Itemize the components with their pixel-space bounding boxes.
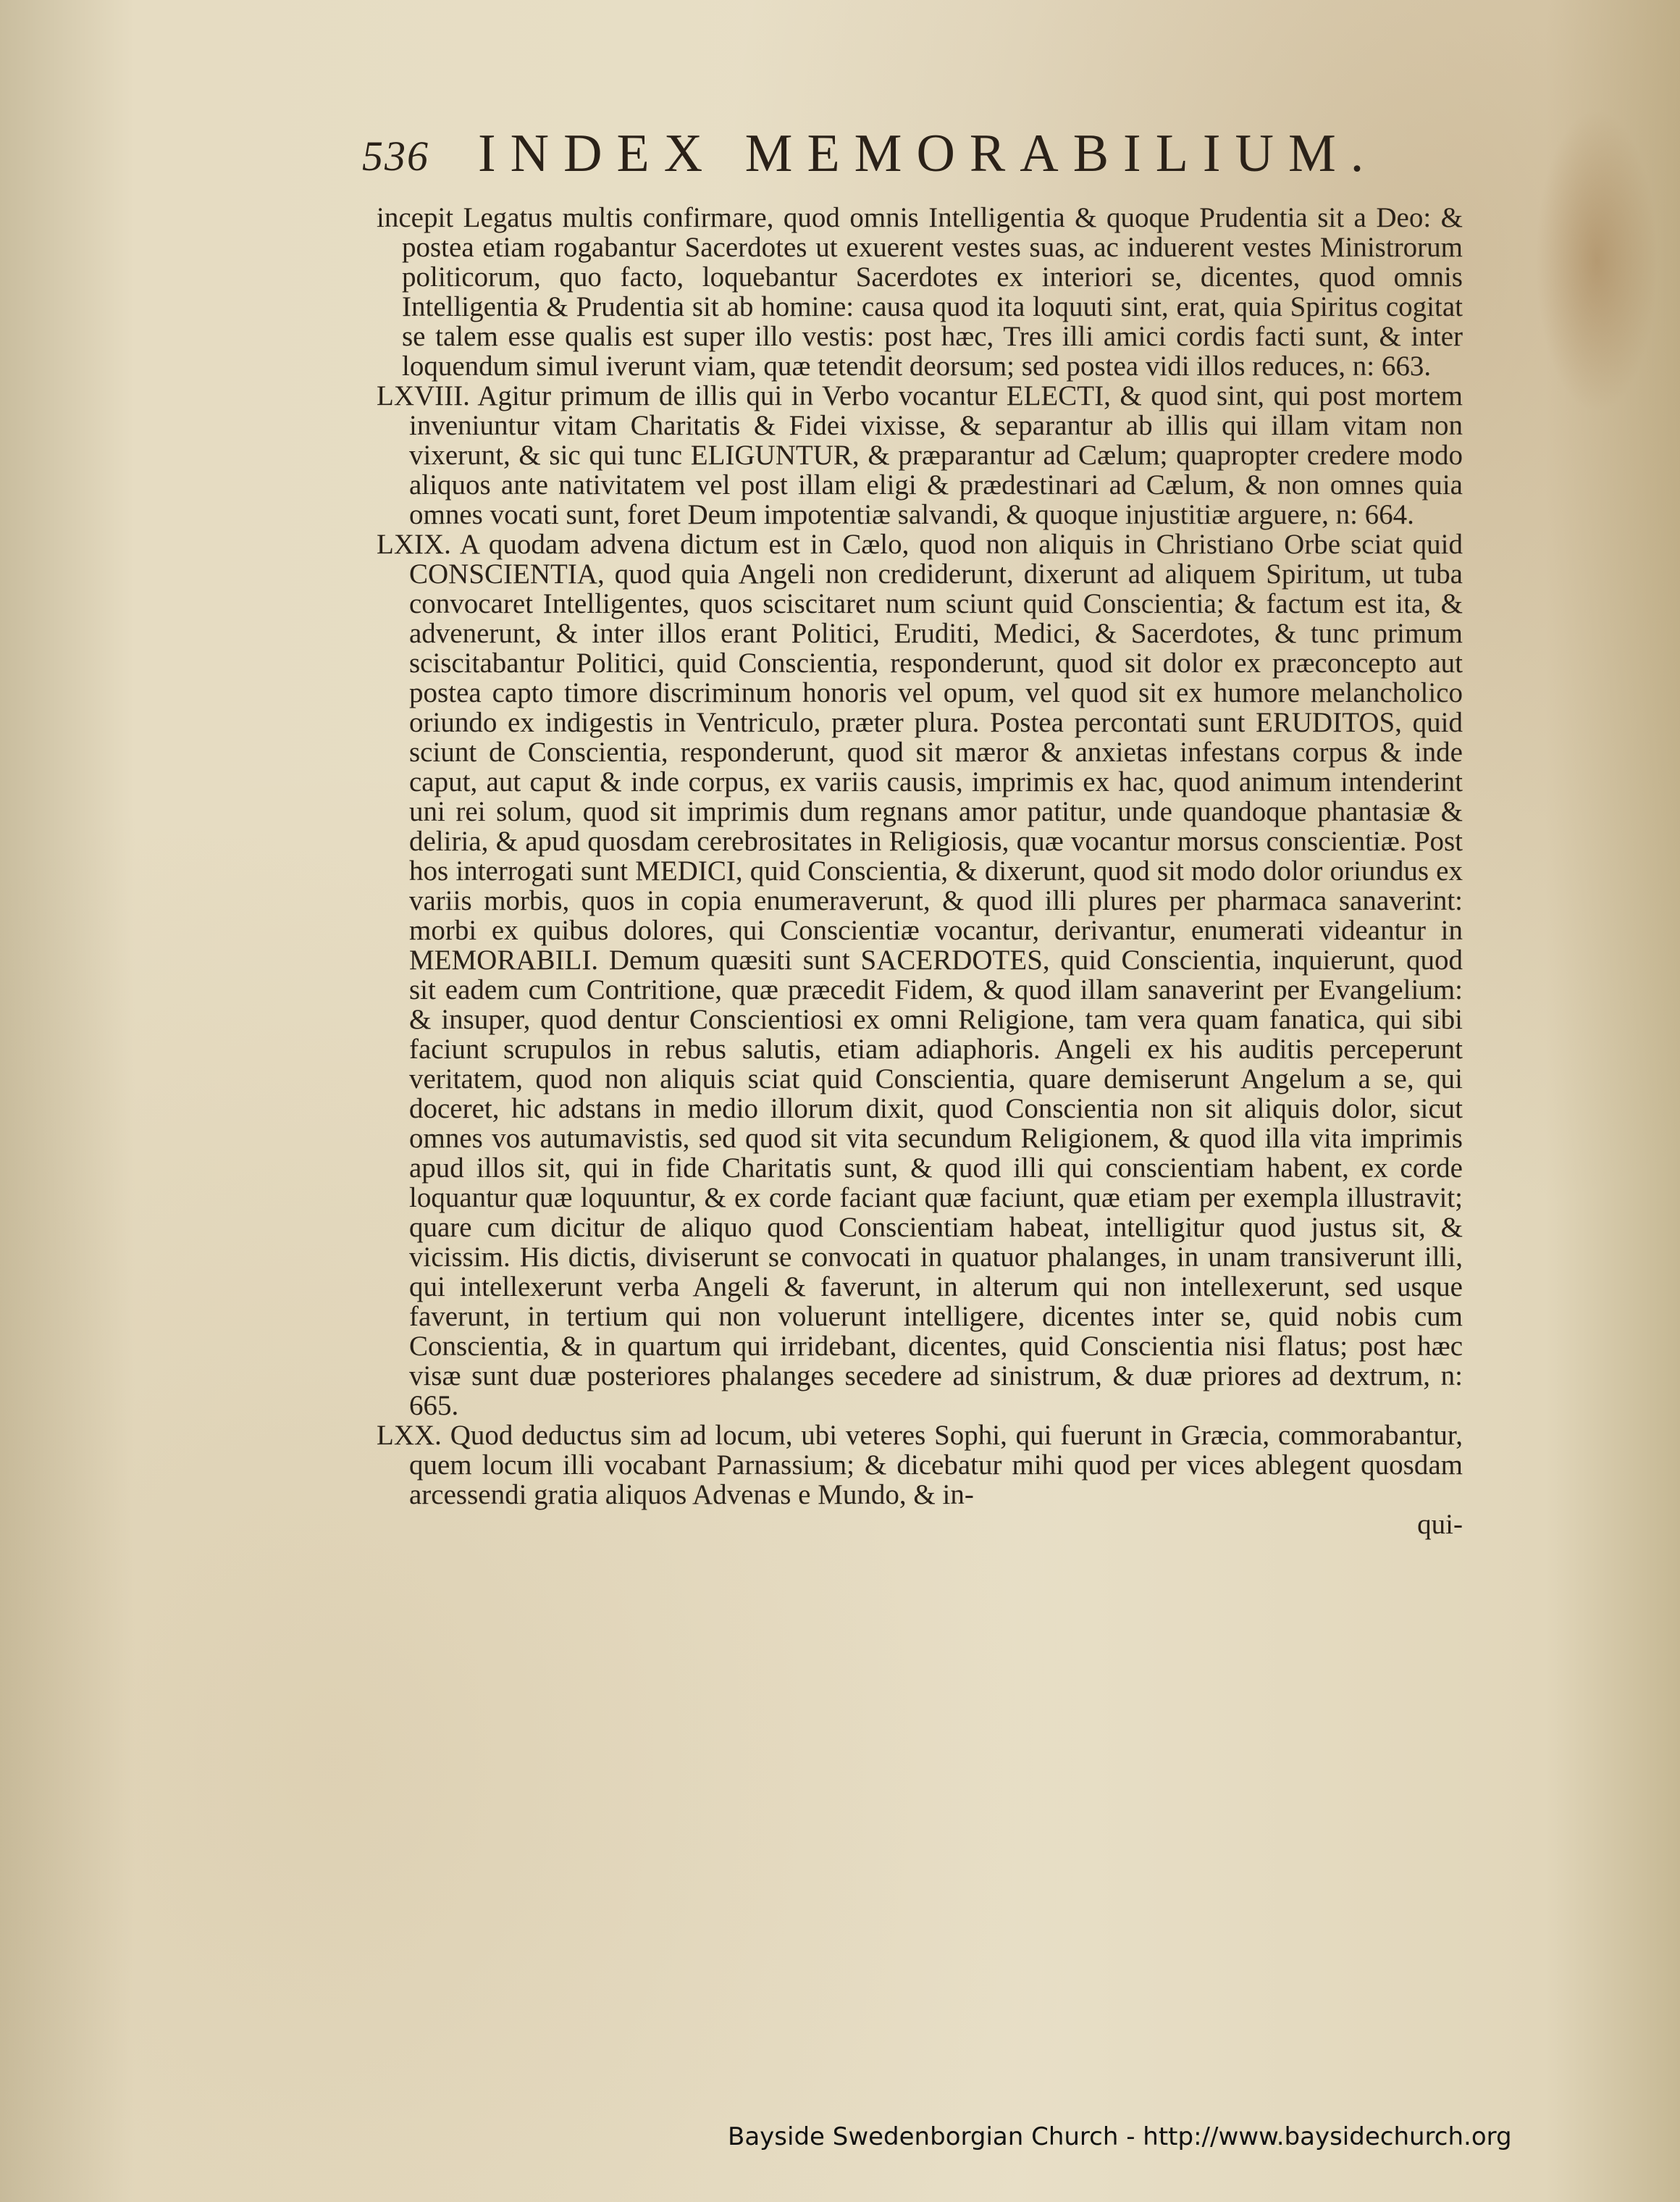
entry-text: incepit Legatus multis confirmare, quod omnis Intelligentia & quoque Prudentia sit a Deo: & postea etiam rogabantur Sacerdotes ut exuerent vestes suas, ac induerent vestes Ministrorum politicorum, quo facto, loquebantur Sacerdotes ex interiori se, dicentes, quod omnis Intelligentia & Prudentia sit ab homine: causa quod ita loquuti sint, erat, quia Spiritus cogitat se talem esse qualis est super illo vestis: post hæc, Tres illi amici cordis facti sunt, & inter loquendum simul iverunt viam, quæ tetendit deorsum; sed postea vidi illos reduces, n: 663. [377,202,1463,382]
entry-text: A quodam advena dictum est in Cælo, quod non aliquis in Christiano Orbe sciat quid CONSCIENTIA, quod quia Angeli non crediderunt, dixerunt ad aliquem Spiritum, ut tuba convocaret Intelligentes, quos sciscitaret num sciunt quid Conscientia; & factum est ita, & advenerunt, & inter illos erant Politici, Eruditi, Medici, & Sacerdotes, & tunc primum sciscitabantur Politici, quid Conscientia, responderunt, quod sit dolor ex præconcepto aut postea capto timore discriminum honoris vel opum, vel quod sit ex humore melancholico oriundo ex indigestis in Ventriculo, præter plura. Postea percontati sunt ERUDITOS, quid sciunt de Conscientia, responderunt, quod sit mæror & anxietas infestans corpus & inde caput, aut caput & inde corpus, ex variis causis, imprimis ex hac, quod animum intenderint uni rei solum, quod sit imprimis dum regnans amor patitur, unde quandoque phantasiæ & deliria, & apud quosdam cerebrositates in Religiosis, quæ vocantur morsus conscientiæ. Post hos interrogati sunt MEDICI, quid Conscientia, & dixerunt, quod sit modo dolor oriundus ex variis morbis, quos in copia enumeraverunt, & quod illi plures per pharmaca sanaverint: morbi ex quibus dolores, qui Conscientiæ vocantur, derivantur, enumerati videantur in MEMORABILI. Demum quæsiti sunt SACERDOTES, quid Conscientia, inquierunt, quod sit eadem cum Contritione, quæ præcedit Fidem, & quod illam sanaverint per Evangelium: & insuper, quod dentur Conscientiosi ex omni Religione, tam vera quam fanatica, qui sibi faciunt scrupulos in rebus salutis, etiam adiaphoris. Angeli ex his auditis perceperunt veritatem, quod non aliquis sciat quid Conscientia, quare demiserunt Angelum a se, qui doceret, hic adstans in medio illorum dixit, quod Conscientia non sit aliquis dolor, sicut omnes vos autumavistis, sed quod sit vita secundum Religionem, & quod illa vita imprimis apud illos sit, qui in fide Charitatis sunt, & quod illi qui conscientiam habent, ex corde loquantur quæ loquuntur, & ex corde faciant quæ faciunt, quæ etiam per exempla illustravit; quare cum dicitur de aliquo quod Conscientiam habeat, intelligitur quod justus sit, & vicissim. His dictis, diviserunt se convocati in quatuor phalanges, in unam transiverunt illi, qui intellexerunt verba Angeli & faverunt, in alterum qui non intellexerunt, sed usque faverunt, in tertium qui non voluerunt intelligere, dicentes inter se, quid nobis cum Conscientia, & in quartum qui irridebant, dicentes, quid Conscientia nisi flatus; post hæc visæ sunt duæ posteriores phalanges secedere ad sinistrum, & duæ priores ad dextrum, n: 665. [409,529,1463,1421]
entry-number: LXIX. [377,529,451,560]
entry-lxviii [377,381,1463,529]
catchword: qui- [1417,1509,1463,1540]
entry-lxvii-continuation [377,203,1463,381]
running-title: INDEX MEMORABILIUM. [478,124,1379,183]
entry-number: LXX. [377,1420,442,1451]
page-number: 536 [362,133,429,180]
water-stain [1535,109,1658,413]
entry-text: Quod deductus sim ad locum, ubi veteres Sophi, qui fuerunt in Græcia, commorabantur, quem locum illi vocabant Parnassium; & dicebatur mihi quod per vices ablegent quosdam arcessendi gratia aliquos Advenas e Mundo, & in- [409,1420,1463,1510]
index-body [377,203,1463,1539]
entry-lxix [377,529,1463,1420]
page-header [362,116,1379,183]
footer-credit: Bayside Swedenborgian Church - http://www.baysidechurch.org [728,2122,1512,2151]
entry-number: LXVIII. [377,380,470,411]
entry-lxx [377,1420,1463,1510]
entry-text: Agitur primum de illis qui in Verbo vocantur ELECTI, & quod sint, qui post mortem inveniuntur vitam Charitatis & Fidei vixisse, & separantur ab illis qui illam vitam non vixerunt, & sic qui tunc ELIGUNTUR, & præparantur ad Cælum; quapropter credere modo aliquos ante nativitatem vel post illam eligi & prædestinari ad Cælum, & non omnes quia omnes vocati sunt, foret Deum impotentiæ salvandi, & quoque injustitiæ arguere, n: 664. [409,380,1463,530]
